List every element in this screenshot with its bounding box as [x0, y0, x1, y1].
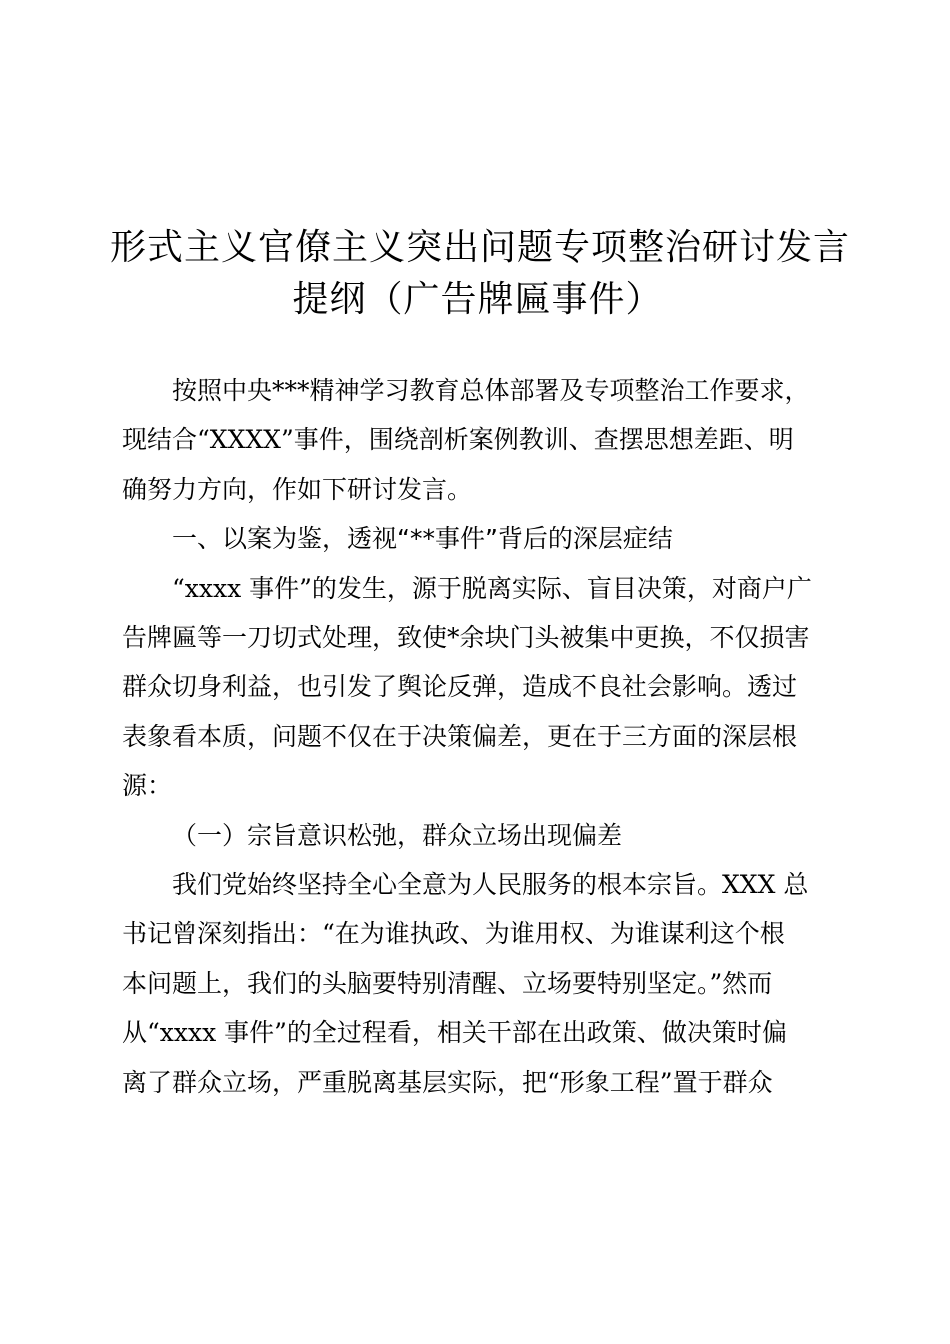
- section-1-paragraph: [122, 564, 827, 811]
- subsection-1-paragraph: [122, 860, 827, 1107]
- title-line-2: 提纲（广告牌匾事件）: [292, 279, 663, 320]
- subsection-1-line-3: 本问题上，我们的头脑要特别清醒、立场要特别坚定。”然而: [122, 968, 773, 998]
- subsection-1-heading: [122, 811, 827, 860]
- section-1-heading-text: 一、以案为鉴，透视“**事件”背后的深层症结: [172, 524, 673, 554]
- intro-line-1: 按照中央***精神学习教育总体部署及专项整治工作要求，: [172, 376, 810, 405]
- document-body: [122, 366, 827, 1107]
- subsection-1-line-2: 书记曾深刻指出：“在为谁执政、为谁用权、为谁谋利这个根: [122, 919, 785, 949]
- subsection-1-line-1: 我们党始终坚持全心全意为人民服务的根本宗旨。XXX 总: [172, 870, 809, 900]
- subsection-1-heading-text: （一）宗旨意识松弛，群众立场出现偏差: [172, 820, 623, 850]
- title-line-1: 形式主义官僚主义突出问题专项整治研讨发言: [110, 227, 851, 268]
- intro-line-2: 现结合“XXXX”事件，围绕剖析案例教训、查摆思想差距、明: [122, 425, 794, 455]
- section-1-heading: [122, 514, 827, 563]
- document-title: [110, 222, 851, 326]
- section-1-line-3: 群众切身利益，也引发了舆论反弹，造成不良社会影响。透过: [122, 672, 798, 702]
- intro-line-3: 确努力方向，作如下研讨发言。: [122, 474, 473, 504]
- section-1-line-4: 表象看本质，问题不仅在于决策偏差，更在于三方面的深层根: [122, 721, 798, 751]
- intro-paragraph: [122, 366, 827, 514]
- section-1-line-2: 告牌匾等一刀切式处理，致使*余块门头被集中更换，不仅损害: [122, 623, 810, 653]
- subsection-1-line-4: 从“xxxx 事件”的全过程看，相关干部在出政策、做决策时偏: [122, 1018, 787, 1048]
- subsection-1-line-5: 离了群众立场，严重脱离基层实际，把“形象工程”置于群众: [122, 1067, 773, 1097]
- section-1-line-5: 源：: [122, 771, 173, 801]
- section-1-line-1: “xxxx 事件”的发生，源于脱离实际、盲目决策，对商户广: [172, 573, 812, 603]
